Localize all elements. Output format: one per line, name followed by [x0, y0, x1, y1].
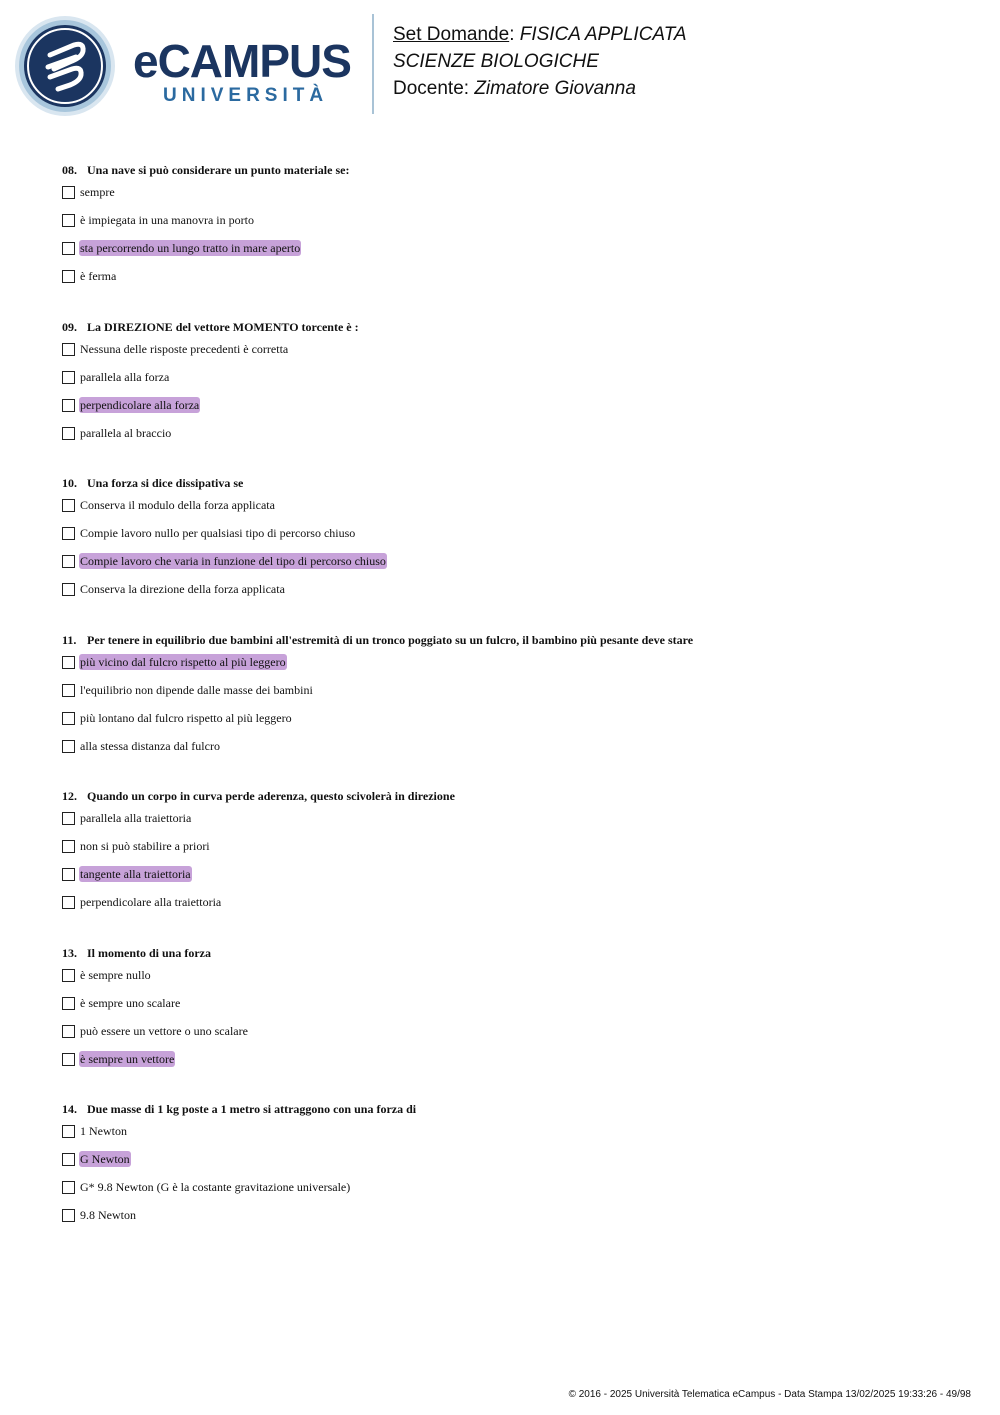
answer-option[interactable]	[62, 810, 962, 838]
ecampus-seal-logo	[14, 15, 116, 117]
subject: FISICA APPLICATA	[519, 24, 687, 45]
answer-checkbox[interactable]	[62, 1125, 75, 1138]
answer-option[interactable]	[62, 525, 962, 553]
answer-text: alla stessa distanza dal fulcro	[80, 738, 220, 753]
answer-checkbox[interactable]	[62, 969, 75, 982]
answer-text-highlighted: sta percorrendo un lungo tratto in mare aperto	[80, 241, 301, 255]
answer-text: 9.8 Newton	[80, 1208, 136, 1222]
answer-option[interactable]	[62, 397, 962, 425]
answer-option[interactable]	[62, 1207, 962, 1235]
answer-text: è sempre uno scalare	[80, 995, 181, 1010]
answer-option[interactable]	[62, 995, 962, 1023]
answer-text: Conserva il modulo della forza applicata	[80, 498, 275, 512]
question-text: Due masse di 1 kg poste a 1 metro si attraggono con una forza di	[87, 1102, 417, 1116]
answer-option[interactable]	[62, 425, 962, 453]
answer-checkbox[interactable]	[62, 1209, 75, 1222]
answer-option[interactable]	[62, 1023, 962, 1051]
answer-text: Conserva la direzione della forza applicata	[80, 582, 285, 596]
teacher-label: Docente:	[393, 78, 470, 99]
question-text: La DIREZIONE del vettore MOMENTO torcente è :	[87, 319, 359, 334]
question-title	[62, 162, 962, 178]
question-number: 09.	[62, 319, 77, 334]
course: SCIENZE BIOLOGICHE	[393, 51, 599, 72]
answer-text: Compie lavoro nullo per qualsiasi tipo di percorso chiuso	[80, 526, 356, 540]
answer-text-highlighted: tangente alla traiettoria	[80, 867, 191, 881]
answer-text: G* 9.8 Newton (G è la costante gravitazione universale)	[80, 1180, 351, 1194]
question-text: Quando un corpo in curva perde aderenza, questo scivolerà in direzione	[87, 789, 455, 803]
question-text: Una forza si dice dissipativa se	[87, 476, 244, 490]
answer-option[interactable]	[62, 866, 962, 894]
answer-text: parallela al braccio	[80, 425, 172, 440]
question-09	[62, 319, 962, 453]
answer-checkbox[interactable]	[62, 343, 75, 356]
answer-checkbox[interactable]	[62, 270, 75, 283]
question-title	[62, 1101, 962, 1117]
logo-ecampus-text: eCAMPUS	[133, 35, 351, 87]
answer-checkbox[interactable]	[62, 997, 75, 1010]
answer-checkbox[interactable]	[62, 499, 75, 512]
question-number: 14.	[62, 1102, 77, 1116]
teacher-name: Zimatore Giovanna	[474, 78, 636, 99]
answer-checkbox[interactable]	[62, 555, 75, 568]
answer-checkbox[interactable]	[62, 371, 75, 384]
question-text: Il momento di una forza	[87, 945, 211, 960]
page-footer: © 2016 - 2025 Università Telematica eCampus - Data Stampa 13/02/2025 19:33:26 - 49/98	[568, 1389, 971, 1400]
set-label: Set Domande	[393, 24, 510, 45]
question-title	[62, 632, 962, 648]
answer-option[interactable]	[62, 369, 962, 397]
answer-text: parallela alla traiettoria	[80, 811, 192, 825]
answer-option[interactable]	[62, 654, 962, 682]
answer-text-highlighted: Compie lavoro che varia in funzione del tipo di percorso chiuso	[80, 554, 386, 568]
question-number: 13.	[62, 945, 77, 960]
answer-option[interactable]	[62, 212, 962, 240]
question-10	[62, 475, 962, 609]
answer-checkbox[interactable]	[62, 1053, 75, 1066]
answer-text-highlighted: G Newton	[80, 1152, 130, 1166]
answer-checkbox[interactable]	[62, 1025, 75, 1038]
answer-text: non si può stabilire a priori	[80, 839, 210, 853]
answer-checkbox[interactable]	[62, 812, 75, 825]
answer-text-highlighted: più vicino dal fulcro rispetto al più leggero	[80, 654, 286, 669]
header-divider	[372, 14, 374, 114]
question-11	[62, 632, 962, 766]
answer-option[interactable]	[62, 240, 962, 268]
question-13	[62, 945, 962, 1079]
answer-checkbox[interactable]	[62, 527, 75, 540]
answer-option[interactable]	[62, 341, 962, 369]
question-08	[62, 162, 962, 296]
question-number: 12.	[62, 789, 77, 803]
answer-option[interactable]	[62, 581, 962, 609]
answer-option[interactable]	[62, 1151, 962, 1179]
answer-text: può essere un vettore o uno scalare	[80, 1023, 248, 1038]
answer-text: l'equilibrio non dipende dalle masse dei bambini	[80, 682, 313, 697]
answer-checkbox[interactable]	[62, 896, 75, 909]
question-title	[62, 475, 962, 491]
answer-text: sempre	[80, 185, 115, 199]
answer-option[interactable]	[62, 710, 962, 738]
answer-checkbox[interactable]	[62, 427, 75, 440]
page-header	[0, 0, 1000, 130]
answer-option[interactable]	[62, 268, 962, 296]
answer-checkbox[interactable]	[62, 684, 75, 697]
answer-text: è impiegata in una manovra in porto	[80, 213, 254, 227]
question-text: Per tenere in equilibrio due bambini all'estremità di un tronco poggiato su un fulcro, il bambino più pesante deve stare	[87, 632, 694, 647]
teacher-line	[393, 75, 687, 102]
answer-checkbox[interactable]	[62, 868, 75, 881]
answer-text: parallela alla forza	[80, 369, 170, 384]
answer-checkbox[interactable]	[62, 840, 75, 853]
answer-checkbox[interactable]	[62, 1153, 75, 1166]
answer-checkbox[interactable]	[62, 740, 75, 753]
question-number: 10.	[62, 476, 77, 490]
logo-universita-text: UNIVERSITÀ	[163, 85, 329, 106]
answer-option[interactable]	[62, 838, 962, 866]
answer-checkbox[interactable]	[62, 186, 75, 199]
question-12	[62, 788, 962, 922]
answer-checkbox[interactable]	[62, 399, 75, 412]
answer-text: è ferma	[80, 269, 117, 283]
answer-checkbox[interactable]	[62, 1181, 75, 1194]
header-info	[393, 21, 687, 102]
course-line	[393, 48, 687, 75]
answer-option[interactable]	[62, 682, 962, 710]
ecampus-wordmark	[133, 35, 351, 106]
answer-option[interactable]	[62, 967, 962, 995]
answer-option[interactable]	[62, 497, 962, 525]
answer-text: 1 Newton	[80, 1124, 127, 1138]
question-list	[62, 162, 962, 1258]
answer-text: Nessuna delle risposte precedenti è corretta	[80, 341, 289, 356]
answer-text: è sempre nullo	[80, 967, 151, 982]
answer-text-highlighted: perpendicolare alla forza	[80, 397, 200, 412]
answer-option[interactable]	[62, 184, 962, 212]
answer-checkbox[interactable]	[62, 656, 75, 669]
question-number: 11.	[62, 632, 77, 647]
question-14	[62, 1101, 962, 1235]
question-title	[62, 788, 962, 804]
answer-text: perpendicolare alla traiettoria	[80, 895, 222, 909]
answer-text-highlighted: è sempre un vettore	[80, 1051, 175, 1066]
answer-option[interactable]	[62, 1051, 962, 1079]
question-text: Una nave si può considerare un punto materiale se:	[87, 163, 350, 177]
set-line: Set Domande: FISICA APPLICATA	[393, 24, 687, 45]
answer-option[interactable]	[62, 894, 962, 922]
answer-option[interactable]	[62, 1123, 962, 1151]
question-number: 08.	[62, 163, 77, 177]
question-title	[62, 945, 962, 961]
answer-text: più lontano dal fulcro rispetto al più leggero	[80, 710, 292, 725]
answer-checkbox[interactable]	[62, 712, 75, 725]
answer-option[interactable]	[62, 553, 962, 581]
answer-option[interactable]	[62, 1179, 962, 1207]
question-title	[62, 319, 962, 335]
answer-checkbox[interactable]	[62, 214, 75, 227]
answer-checkbox[interactable]	[62, 583, 75, 596]
answer-option[interactable]	[62, 738, 962, 766]
answer-checkbox[interactable]	[62, 242, 75, 255]
